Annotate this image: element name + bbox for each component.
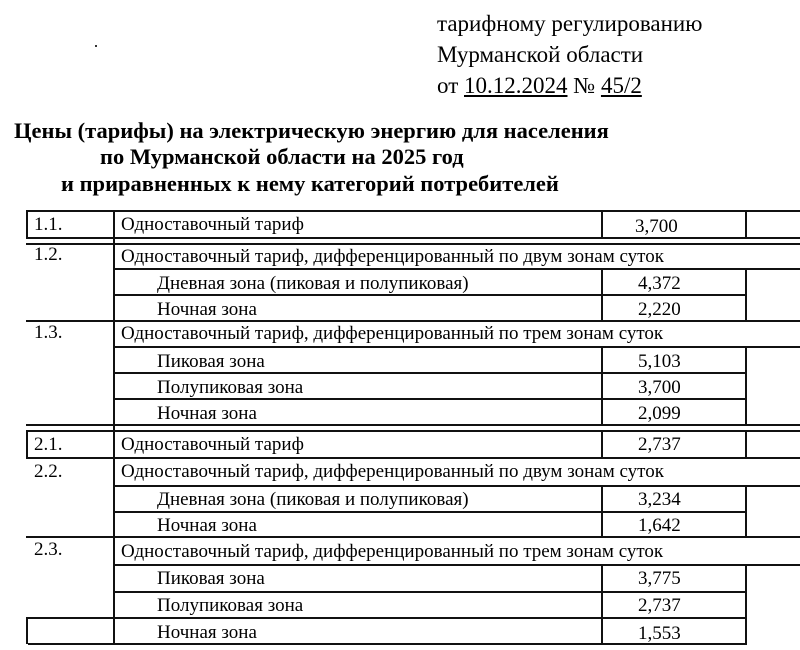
- document-date: 10.12.2024: [464, 73, 568, 98]
- row-code: 1.3.: [34, 322, 63, 343]
- document-number: 45/2: [600, 73, 642, 98]
- date-prefix: от: [437, 73, 464, 98]
- row-label: Одноставочный тариф, дифференцированный по двум зонам суток: [121, 461, 664, 482]
- table-rule: [26, 424, 800, 426]
- row-value: 2,099: [638, 403, 681, 424]
- row-value: 3,775: [638, 568, 681, 589]
- row-label: Полупиковая зона: [157, 377, 304, 398]
- title-line-2: по Мурманской области на 2025 год: [100, 144, 464, 169]
- title-line-3: и приравненных к нему категорий потребителей: [61, 171, 559, 196]
- row-code: 2.1.: [34, 434, 63, 455]
- table-rule: [601, 268, 603, 320]
- row-value: 2,737: [638, 595, 681, 616]
- row-label: Ночная зона: [157, 515, 257, 536]
- table-rule: [601, 346, 603, 424]
- table-rule: [745, 485, 747, 536]
- table-rule: [601, 210, 603, 238]
- row-code: 1.1.: [34, 214, 63, 235]
- row-label: Одноставочный тариф, дифференцированный по двум зонам суток: [121, 246, 664, 267]
- row-value: 4,372: [638, 273, 681, 294]
- row-label: Пиковая зона: [157, 351, 265, 372]
- row-label: Ночная зона: [157, 403, 257, 424]
- row-value: 3,700: [638, 377, 681, 398]
- row-label: Одноставочный тариф: [121, 434, 304, 455]
- row-label: Полупиковая зона: [157, 595, 304, 616]
- table-rule: [745, 268, 747, 320]
- row-code: 2.3.: [34, 539, 63, 560]
- row-value: 1,642: [638, 515, 681, 536]
- row-label: Дневная зона (пиковая и полупиковая): [157, 489, 469, 510]
- row-label: Одноставочный тариф, дифференцированный по трем зонам суток: [121, 541, 664, 562]
- table-rule: [113, 346, 800, 348]
- row-value: 2,220: [638, 299, 681, 320]
- row-code: 1.2.: [34, 244, 63, 265]
- row-label: Ночная зона: [157, 299, 257, 320]
- table-rule: [745, 346, 747, 424]
- row-label: Пиковая зона: [157, 568, 265, 589]
- row-value: 3,234: [638, 489, 681, 510]
- table-rule: [26, 237, 800, 239]
- row-label: Ночная зона: [157, 622, 257, 643]
- row-code: 2.2.: [34, 461, 63, 482]
- table-rule: [26, 617, 28, 644]
- row-label: Одноставочный тариф: [121, 214, 304, 235]
- table-rule: [26, 430, 28, 458]
- scan-speck: [95, 45, 97, 47]
- table-rule: [113, 210, 115, 644]
- table-rule: [745, 210, 747, 238]
- table-rule: [601, 485, 603, 536]
- row-value: 5,103: [638, 351, 681, 372]
- header-line-1: тарифному регулированию: [437, 11, 703, 36]
- row-label: Одноставочный тариф, дифференцированный по трем зонам суток: [121, 323, 664, 344]
- title-line-1: Цены (тарифы) на электрическую энергию для населения: [14, 118, 609, 143]
- header-line-2: Мурманской области: [437, 42, 644, 67]
- row-value: 1,553: [638, 623, 681, 644]
- row-value: 2,737: [638, 434, 681, 455]
- table-rule: [601, 564, 603, 644]
- table-rule: [745, 430, 747, 458]
- table-rule: [601, 430, 603, 458]
- table-rule: [745, 564, 747, 644]
- table-rule: [26, 536, 800, 538]
- row-label: Дневная зона (пиковая и полупиковая): [157, 273, 469, 294]
- number-prefix: №: [567, 73, 601, 98]
- table-rule: [26, 210, 28, 238]
- row-value: 3,700: [635, 216, 678, 237]
